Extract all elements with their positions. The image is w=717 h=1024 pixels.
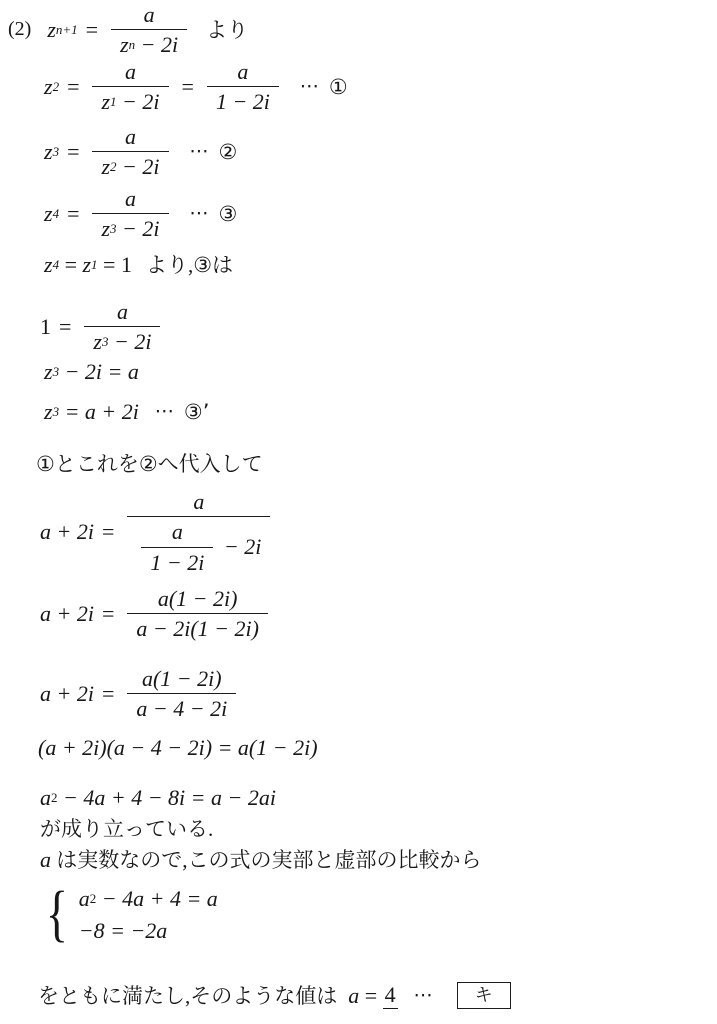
expression: − 2i — [108, 329, 152, 355]
ref-mark-3-prime: ③’ — [183, 399, 210, 424]
fraction-numerator: a — [237, 59, 249, 84]
eq-z3-minus-2i-line: z 3 − 2i = a — [44, 359, 139, 384]
ref-mark-2: ② — [218, 139, 238, 164]
ellipsis-dots: ⋯ — [299, 74, 319, 97]
fraction — [127, 666, 236, 722]
variable: a — [40, 785, 51, 810]
expression: a + 2i — [40, 601, 94, 627]
system-of-equations — [42, 879, 218, 948]
variable: z — [82, 252, 92, 277]
fraction-denominator: a − 2i(1 − 2i) — [127, 613, 268, 641]
equals-sign: = — [101, 601, 115, 627]
expression: − 2i — [116, 216, 160, 242]
fraction-numerator: a — [171, 519, 183, 545]
answer-box: キ — [457, 982, 511, 1009]
fraction-outer — [127, 489, 270, 575]
ellipsis-dots: ⋯ — [413, 983, 433, 1006]
text-real-comparison-line — [40, 847, 482, 872]
eq-z3-line: z 3 = a z 2 − 2i ⋯ ② — [44, 124, 238, 180]
japanese-text: が成り立っている. — [40, 817, 214, 841]
equals-sign: = — [181, 74, 194, 100]
eq-cross-multiplied-line — [38, 735, 318, 760]
japanese-text: ①とこれを②へ代入して — [36, 452, 263, 476]
fraction-denominator: 1 − 2i — [141, 547, 213, 575]
fraction-denominator: z n − 2i — [111, 29, 187, 57]
equals-sign: = — [101, 681, 115, 707]
expression: − 2i — [135, 32, 179, 58]
text-substitution-line — [36, 452, 263, 476]
fraction — [92, 124, 168, 180]
expression: = a + 2i — [59, 399, 139, 424]
equals-sign: = — [101, 519, 115, 545]
variable: z — [44, 252, 53, 277]
fraction-denominator: z 3 − 2i — [84, 326, 160, 354]
fraction — [207, 59, 279, 115]
eq-expanded-line: a 2 − 4a + 4 − 8i = a − 2ai — [40, 785, 276, 810]
ref-mark-3: ③ — [218, 201, 238, 226]
equals-sign: = — [67, 74, 80, 100]
system-equation-1: a 2 − 4a + 4 = a — [78, 886, 218, 911]
eq-z2-line: z 2 = a z 1 − 2i = $\frac{a}{1 - 2i}$ ⋯ ① — [44, 59, 348, 115]
expression: a + 2i — [40, 519, 94, 545]
answer-value: 4 — [383, 982, 398, 1009]
expression: (a + 2i)(a − 4 − 2i) = a(1 − 2i) — [38, 735, 318, 760]
fraction — [84, 299, 160, 355]
fraction-numerator: a — [125, 186, 136, 211]
japanese-text: をともに満たし,そのような値は — [38, 983, 338, 1008]
variable: z — [47, 17, 56, 43]
equals-sign: = — [67, 201, 80, 227]
fraction-numerator: a — [116, 299, 128, 324]
eq-one-equals-line — [40, 299, 165, 355]
fraction-numerator: a — [125, 59, 136, 84]
fraction-denominator: z 2 − 2i — [92, 151, 168, 179]
equals-sign: = — [85, 17, 99, 43]
eq-recurrence-line: (2) z n+1 = a z n − 2i より — [8, 2, 249, 58]
variable: z — [101, 89, 111, 115]
expression: − 2i — [218, 534, 262, 560]
variable: z — [101, 154, 111, 180]
fraction-numerator: a(1 − 2i) — [141, 666, 222, 691]
variable: z — [120, 32, 129, 58]
ref-mark-1: ① — [328, 74, 348, 99]
fraction — [92, 186, 168, 242]
fraction-denominator: a − 4 − 2i — [127, 693, 236, 721]
fraction-denominator: 1 − 2i — [207, 86, 279, 114]
variable: a — [337, 983, 360, 1008]
variable: z — [93, 329, 102, 355]
ellipsis-dots: ⋯ — [154, 399, 174, 422]
variable: z — [44, 359, 53, 384]
expression: − 4a + 4 = a — [96, 886, 218, 911]
system-equations-column — [79, 886, 218, 944]
item-label: (2) — [8, 18, 32, 41]
expression: − 2i = a — [59, 359, 139, 384]
eq-z4-z1-line: z 4 = z 1 = 1 より,③は — [44, 252, 234, 277]
expression: a + 2i — [40, 681, 94, 707]
japanese-text: より,③は — [145, 252, 234, 277]
equals-value: = 1 — [97, 252, 132, 277]
fraction-numerator: a(1 − 2i) — [157, 586, 238, 611]
japanese-text: より — [206, 17, 249, 42]
equals-sign: = — [59, 314, 72, 340]
eq-expanded-fraction-line — [40, 586, 273, 642]
equals-sign: = — [359, 983, 383, 1008]
equals-sign: = — [59, 252, 83, 277]
variable: z — [44, 201, 53, 227]
fraction — [111, 2, 187, 58]
fraction-denominator — [127, 516, 270, 575]
expression: − 2i — [116, 89, 160, 115]
fraction-denominator: z 3 − 2i — [92, 213, 168, 241]
ellipsis-dots: ⋯ — [189, 139, 209, 162]
variable: a — [40, 847, 51, 872]
ellipsis-dots: ⋯ — [189, 201, 209, 224]
left-brace: { — [45, 879, 69, 948]
expression: − 2i — [116, 154, 160, 180]
variable: z — [44, 139, 53, 165]
fraction-numerator: a — [193, 489, 205, 514]
fraction-numerator: a — [143, 2, 155, 27]
eq-z3-result-line: z 3 = a + 2i ⋯ ③’ — [44, 399, 210, 424]
equals-sign: = — [67, 139, 80, 165]
fraction-numerator: a — [125, 124, 136, 149]
eq-nested-fraction-line — [40, 489, 275, 575]
variable: a — [78, 886, 90, 911]
conclusion-line — [38, 982, 511, 1009]
fraction-inner — [141, 519, 213, 575]
eq-z4-line: z 4 = a z 3 − 2i ⋯ ③ — [44, 186, 238, 242]
fraction — [127, 586, 268, 642]
fraction — [92, 59, 168, 115]
japanese-text: は実数なので,この式の実部と虚部の比較から — [51, 847, 482, 872]
variable: z — [44, 74, 53, 100]
variable: z — [44, 399, 53, 424]
system-equation-2: −8 = −2a — [78, 918, 168, 944]
number: 1 — [40, 314, 51, 340]
eq-simplified-fraction-line — [40, 666, 241, 722]
fraction-denominator: z 1 − 2i — [92, 86, 168, 114]
variable: z — [101, 216, 111, 242]
expression: − 4a + 4 − 8i = a − 2ai — [57, 785, 276, 810]
text-holds-line — [40, 817, 213, 841]
